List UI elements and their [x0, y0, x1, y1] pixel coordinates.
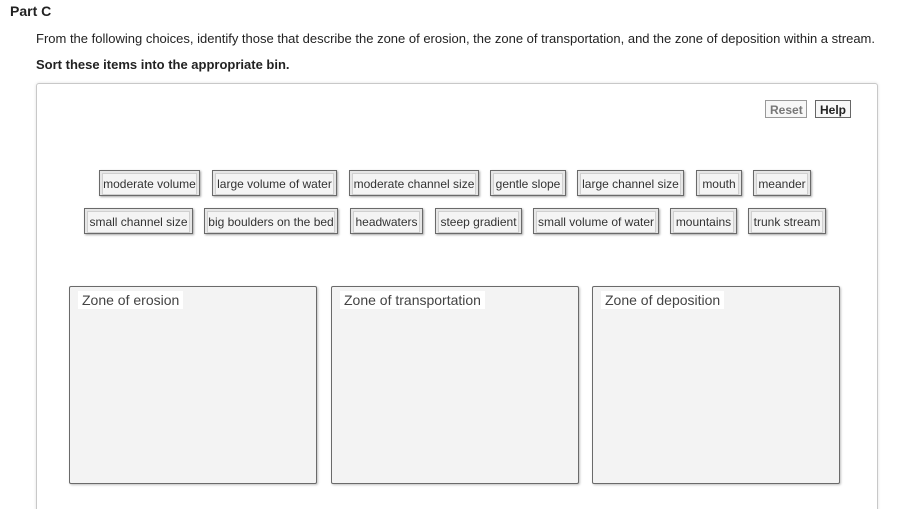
bin-label: Zone of erosion — [78, 291, 183, 309]
item-label: moderate volume — [102, 173, 197, 195]
bin-label: Zone of deposition — [601, 291, 724, 309]
item-label: big boulders on the bed — [207, 211, 335, 233]
draggable-item-large-channel-size[interactable] — [577, 170, 684, 196]
bin-zone-of-erosion[interactable] — [69, 286, 317, 484]
item-label: large volume of water — [215, 173, 334, 195]
sort-prompt: Sort these items into the appropriate bin. — [36, 57, 290, 72]
draggable-item-meander[interactable] — [753, 170, 811, 196]
draggable-item-headwaters[interactable] — [350, 208, 423, 234]
item-label: meander — [756, 173, 808, 195]
draggable-item-mouth[interactable] — [696, 170, 742, 196]
part-title: Part C — [10, 3, 52, 19]
help-button[interactable]: Help — [815, 100, 851, 118]
item-label: small channel size — [87, 211, 190, 233]
draggable-item-small-channel-size[interactable] — [84, 208, 193, 234]
draggable-item-gentle-slope[interactable] — [490, 170, 566, 196]
item-label: large channel size — [580, 173, 681, 195]
item-label: small volume of water — [536, 211, 656, 233]
item-label: mouth — [699, 173, 739, 195]
draggable-item-mountains[interactable] — [670, 208, 737, 234]
item-label: mountains — [673, 211, 734, 233]
draggable-item-large-volume-of-water[interactable] — [212, 170, 337, 196]
bin-zone-of-transportation[interactable] — [331, 286, 579, 484]
item-label: trunk stream — [751, 211, 823, 233]
item-label: moderate channel size — [352, 173, 476, 195]
draggable-item-big-boulders-on-the-bed[interactable] — [204, 208, 338, 234]
instructions-text: From the following choices, identify those that describe the zone of erosion, the zone of transportation, and the zone of deposition within a stream. — [36, 31, 875, 46]
draggable-item-trunk-stream[interactable] — [748, 208, 826, 234]
bin-zone-of-deposition[interactable] — [592, 286, 840, 484]
item-label: gentle slope — [493, 173, 563, 195]
reset-button[interactable]: Reset — [765, 100, 807, 118]
bin-label: Zone of transportation — [340, 291, 485, 309]
item-label: steep gradient — [438, 211, 519, 233]
draggable-item-moderate-channel-size[interactable] — [349, 170, 479, 196]
draggable-item-small-volume-of-water[interactable] — [533, 208, 659, 234]
draggable-item-moderate-volume[interactable] — [99, 170, 200, 196]
draggable-item-steep-gradient[interactable] — [435, 208, 522, 234]
item-label: headwaters — [353, 211, 420, 233]
